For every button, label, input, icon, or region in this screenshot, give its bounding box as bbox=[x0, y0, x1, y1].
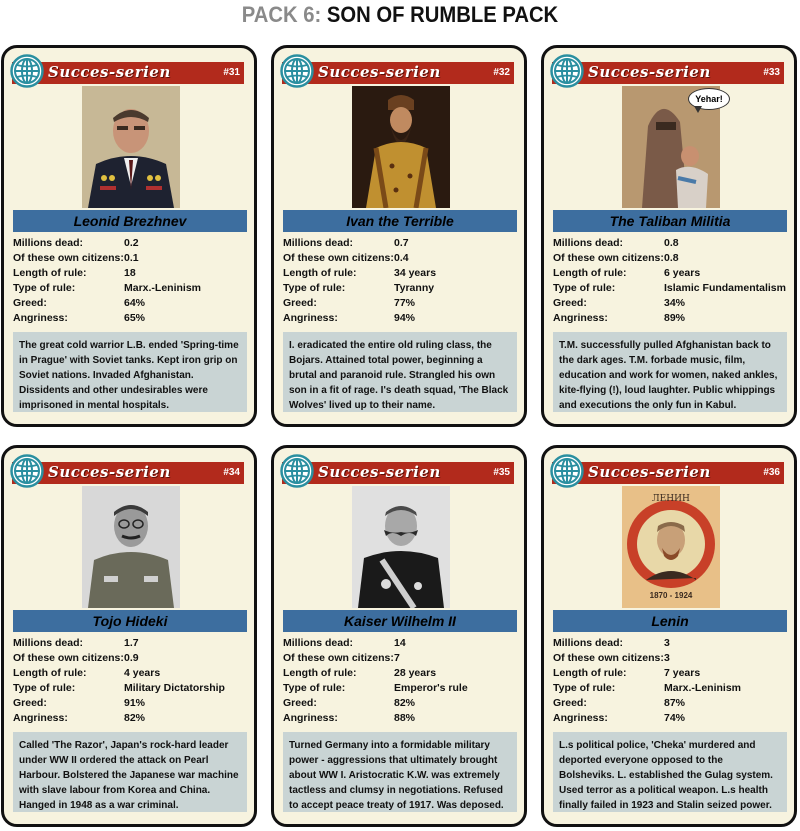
pack-name: SON OF RUMBLE PACK bbox=[326, 2, 559, 27]
stats-table bbox=[13, 236, 247, 326]
stat-value: 3 bbox=[664, 652, 670, 664]
stat-millions-dead bbox=[553, 236, 787, 251]
stats-table bbox=[13, 636, 247, 726]
stat-label: Of these own citizens: bbox=[13, 652, 124, 664]
stat-label: Millions dead: bbox=[283, 237, 354, 249]
stat-own-citizens bbox=[553, 251, 787, 266]
stat-label: Millions dead: bbox=[553, 637, 624, 649]
stat-label: Of these own citizens: bbox=[13, 252, 124, 264]
stats-table bbox=[283, 636, 517, 726]
description: T.M. successfully pulled Afghanistan back to the dark ages. T.M. forbade music, film, education and work for women, naked ankles, kite-flying (!), loud laughter. Public whippings and executions the only fun in Kabul. bbox=[553, 332, 787, 412]
globe-icon bbox=[280, 54, 314, 88]
dictator-name: Ivan the Terrible bbox=[283, 210, 517, 232]
stat-label: Length of rule: bbox=[553, 667, 627, 679]
series-title: Succes-serien bbox=[318, 463, 441, 481]
stat-value: 64% bbox=[124, 297, 146, 309]
stat-greed bbox=[13, 296, 247, 311]
stat-value: 1.7 bbox=[124, 637, 139, 649]
stat-type-of-rule bbox=[553, 681, 787, 696]
stat-millions-dead bbox=[553, 636, 787, 651]
stat-value: 74% bbox=[664, 712, 686, 724]
stat-value: 77% bbox=[394, 297, 416, 309]
card bbox=[1, 445, 257, 827]
stats-table bbox=[283, 236, 517, 326]
stat-label: Type of rule: bbox=[13, 682, 76, 694]
stat-millions-dead bbox=[13, 636, 247, 651]
stat-value: 18 bbox=[124, 267, 136, 279]
speech-bubble: Yehar! bbox=[688, 88, 730, 110]
card-number: #35 bbox=[493, 467, 510, 478]
stat-own-citizens bbox=[283, 651, 517, 666]
stat-value: Marx.-Leninism bbox=[664, 682, 742, 694]
stat-millions-dead bbox=[283, 636, 517, 651]
stat-own-citizens bbox=[553, 651, 787, 666]
globe-icon bbox=[10, 54, 44, 88]
stat-value: 34 years bbox=[394, 267, 437, 279]
globe-icon bbox=[10, 454, 44, 488]
stat-value: 34% bbox=[664, 297, 686, 309]
stat-label: Angriness: bbox=[553, 712, 608, 724]
stat-value: 6 years bbox=[664, 267, 701, 279]
stat-length-of-rule bbox=[13, 666, 247, 681]
stat-value: Emperor's rule bbox=[394, 682, 468, 694]
globe-icon bbox=[550, 54, 584, 88]
stat-value: 88% bbox=[394, 712, 416, 724]
stat-value: 0.7 bbox=[394, 237, 409, 249]
stat-angriness bbox=[553, 711, 787, 726]
stat-value: 7 bbox=[394, 652, 400, 664]
dictator-name: Lenin bbox=[553, 610, 787, 632]
stat-type-of-rule bbox=[13, 681, 247, 696]
series-title: Succes-serien bbox=[48, 463, 171, 481]
stats-table bbox=[553, 636, 787, 726]
svg-text:ЛЕНИН: ЛЕНИН bbox=[652, 494, 690, 504]
series-title: Succes-serien bbox=[588, 463, 711, 481]
stat-millions-dead bbox=[13, 236, 247, 251]
stat-greed bbox=[13, 696, 247, 711]
stat-greed bbox=[283, 696, 517, 711]
card-number: #31 bbox=[223, 67, 240, 78]
stat-label: Angriness: bbox=[13, 712, 68, 724]
stat-angriness bbox=[553, 311, 787, 326]
stat-greed bbox=[553, 696, 787, 711]
description: I. eradicated the entire old ruling class, the Bojars. Attained total power, beginning a brutal and paranoid rule. Strangled his own son in a fit of rage. I's death squad, 'The Black Wolves' lived up to their name. bbox=[283, 332, 517, 412]
portrait-image bbox=[352, 486, 450, 608]
stat-greed bbox=[553, 296, 787, 311]
stat-value: 94% bbox=[394, 312, 416, 324]
pack-label: PACK 6: bbox=[241, 2, 322, 27]
stat-greed bbox=[283, 296, 517, 311]
stat-label: Millions dead: bbox=[13, 637, 84, 649]
dictator-name: Kaiser Wilhelm II bbox=[283, 610, 517, 632]
stat-value: 0.2 bbox=[124, 237, 139, 249]
stat-label: Length of rule: bbox=[283, 667, 357, 679]
card-number: #36 bbox=[763, 467, 780, 478]
stat-own-citizens bbox=[13, 251, 247, 266]
stat-label: Greed: bbox=[283, 697, 317, 709]
stat-label: Length of rule: bbox=[13, 667, 87, 679]
stat-length-of-rule bbox=[553, 266, 787, 281]
stat-own-citizens bbox=[13, 651, 247, 666]
stat-value: 65% bbox=[124, 312, 146, 324]
stat-value: 7 years bbox=[664, 667, 701, 679]
portrait-image bbox=[622, 486, 720, 608]
stat-length-of-rule bbox=[283, 666, 517, 681]
stat-label: Length of rule: bbox=[553, 267, 627, 279]
stat-label: Of these own citizens: bbox=[553, 252, 664, 264]
stat-label: Greed: bbox=[13, 297, 47, 309]
card bbox=[271, 445, 527, 827]
poster-years: 1870 - 1924 bbox=[649, 591, 693, 600]
stat-label: Greed: bbox=[553, 297, 587, 309]
stat-angriness bbox=[283, 311, 517, 326]
stat-value: 0.4 bbox=[394, 252, 409, 264]
stat-value: 82% bbox=[124, 712, 146, 724]
stat-angriness bbox=[13, 711, 247, 726]
stat-value: 14 bbox=[394, 637, 406, 649]
stat-type-of-rule bbox=[283, 281, 517, 296]
speech-bubble-tail bbox=[694, 106, 702, 113]
stat-type-of-rule bbox=[553, 281, 787, 296]
stat-value: 0.8 bbox=[664, 252, 679, 264]
stat-label: Type of rule: bbox=[283, 282, 346, 294]
globe-icon bbox=[280, 454, 314, 488]
stat-length-of-rule bbox=[283, 266, 517, 281]
stat-own-citizens bbox=[283, 251, 517, 266]
stat-type-of-rule bbox=[283, 681, 517, 696]
card bbox=[541, 445, 797, 827]
stat-label: Length of rule: bbox=[13, 267, 87, 279]
card bbox=[1, 45, 257, 427]
stat-label: Of these own citizens: bbox=[283, 652, 394, 664]
dictator-name: Leonid Brezhnev bbox=[13, 210, 247, 232]
stat-angriness bbox=[283, 711, 517, 726]
stat-value: 0.9 bbox=[124, 652, 139, 664]
description: Called 'The Razor', Japan's rock-hard leader under WW II ordered the attack on Pearl Harbour. Bolstered the Japanese war machine with slave labour from Korea and China. Hanged in 1948 as a war criminal. bbox=[13, 732, 247, 812]
card-number: #32 bbox=[493, 67, 510, 78]
stat-label: Type of rule: bbox=[553, 682, 616, 694]
stat-label: Of these own citizens: bbox=[553, 652, 664, 664]
card bbox=[271, 45, 527, 427]
stats-table bbox=[553, 236, 787, 326]
portrait-image bbox=[82, 86, 180, 208]
stat-label: Millions dead: bbox=[553, 237, 624, 249]
card-number: #34 bbox=[223, 467, 240, 478]
stat-value: 4 years bbox=[124, 667, 161, 679]
stat-value: 82% bbox=[394, 697, 416, 709]
stat-value: 3 bbox=[664, 637, 670, 649]
portrait-image bbox=[82, 486, 180, 608]
stat-type-of-rule bbox=[13, 281, 247, 296]
card-number: #33 bbox=[763, 67, 780, 78]
stat-label: Angriness: bbox=[283, 312, 338, 324]
dictator-name: Tojo Hideki bbox=[13, 610, 247, 632]
stat-label: Millions dead: bbox=[283, 637, 354, 649]
stat-angriness bbox=[13, 311, 247, 326]
stat-label: Greed: bbox=[553, 697, 587, 709]
stat-value: 28 years bbox=[394, 667, 437, 679]
stat-label: Angriness: bbox=[13, 312, 68, 324]
stat-label: Angriness: bbox=[553, 312, 608, 324]
stat-label: Type of rule: bbox=[13, 282, 76, 294]
stat-value: 87% bbox=[664, 697, 686, 709]
stat-value: 91% bbox=[124, 697, 146, 709]
stat-length-of-rule bbox=[13, 266, 247, 281]
stat-value: 0.8 bbox=[664, 237, 679, 249]
stat-length-of-rule bbox=[553, 666, 787, 681]
stat-value: Military Dictatorship bbox=[124, 682, 225, 694]
description: Turned Germany into a formidable military power - aggressions that ultimately brought about WW I. Aristocratic K.W. was extremely tactless and clumsy in negotiations. Refused to accept peace treaty of 1917. Was deposed. bbox=[283, 732, 517, 812]
series-title: Succes-serien bbox=[48, 63, 171, 81]
series-title: Succes-serien bbox=[588, 63, 711, 81]
stat-value: Marx.-Leninism bbox=[124, 282, 202, 294]
page-title bbox=[32, 2, 768, 28]
portrait-image bbox=[352, 86, 450, 208]
stat-value: 89% bbox=[664, 312, 686, 324]
stat-label: Millions dead: bbox=[13, 237, 84, 249]
description: L.s political police, 'Cheka' murdered and deported everyone opposed to the Bolsheviks. L. established the Gulag system. Used terror as a political weapon. L.s health finally failed in 1923 and Stalin seized power. bbox=[553, 732, 787, 812]
dictator-name: The Taliban Militia bbox=[553, 210, 787, 232]
stat-value: Tyranny bbox=[394, 282, 435, 294]
globe-icon bbox=[550, 454, 584, 488]
stat-value: Islamic Fundamentalism bbox=[664, 282, 786, 294]
stat-label: Type of rule: bbox=[283, 682, 346, 694]
stat-label: Greed: bbox=[283, 297, 317, 309]
card bbox=[541, 45, 797, 427]
stat-label: Type of rule: bbox=[553, 282, 616, 294]
description: The great cold warrior L.B. ended 'Spring-time in Prague' with Soviet tanks. Kept iron grip on Soviet nations. Invaded Afghanistan. Dissidents and other undesirables were imprisoned in mental hospitals. bbox=[13, 332, 247, 412]
stat-label: Length of rule: bbox=[283, 267, 357, 279]
stat-label: Angriness: bbox=[283, 712, 338, 724]
stat-value: 0.1 bbox=[124, 252, 139, 264]
stat-millions-dead bbox=[283, 236, 517, 251]
stat-label: Of these own citizens: bbox=[283, 252, 394, 264]
stat-label: Greed: bbox=[13, 697, 47, 709]
series-title: Succes-serien bbox=[318, 63, 441, 81]
